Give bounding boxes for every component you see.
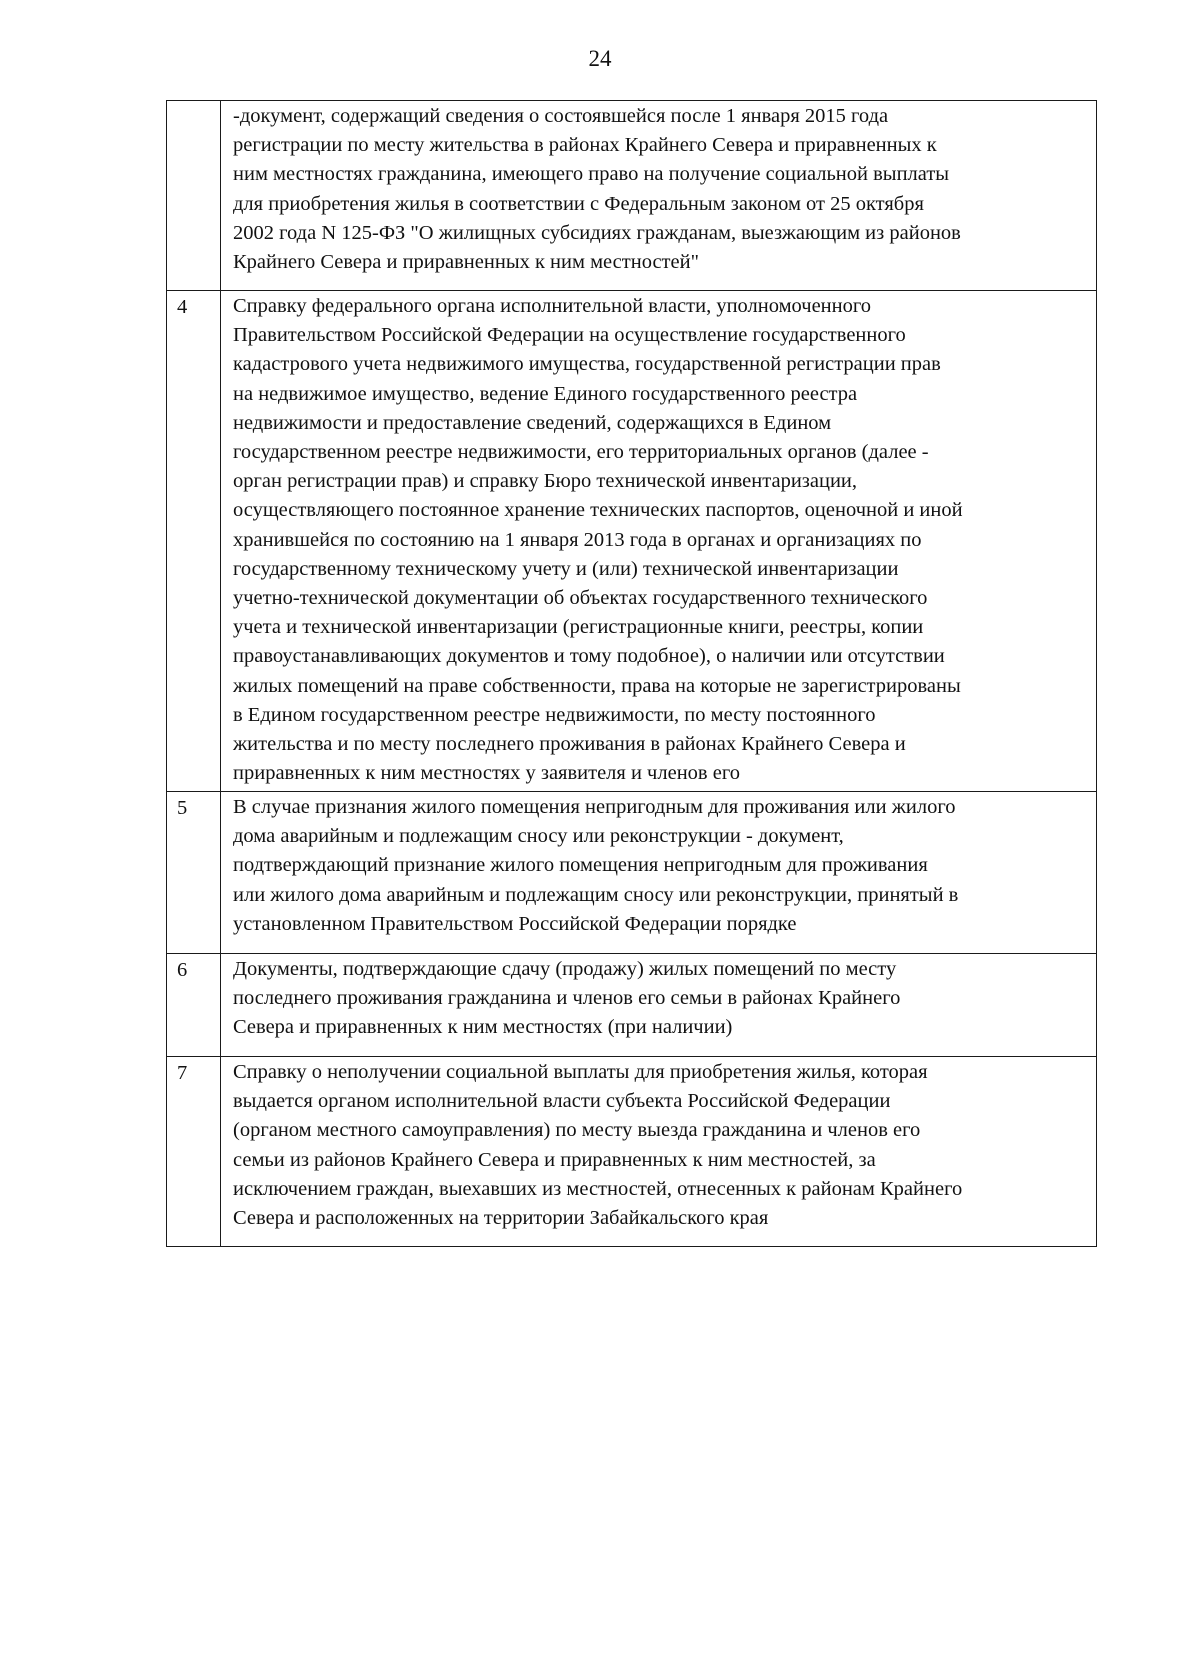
row-text-cell: [221, 792, 1097, 954]
row-text: -документ, содержащий сведения о состоявшейся после 1 января 2015 года регистрации по месту жительства в районах Крайнего Севера и приравненных к ним местностях гражданина, имеющего право на получение социальной выплаты для приобретения жилья в соответствии с Федеральным законом от 25 октября 2002 года N 125-ФЗ "О жилищных субсидиях гражданам, выезжающим из районов Крайнего Севера и приравненных к ним местностей": [233, 105, 961, 274]
table-row: [167, 954, 1097, 1057]
row-text: В случае признания жилого помещения непригодным для проживания или жилого дома аварийным и подлежащим сносу или реконструкции - документ, подтверждающий признание жилого помещения непригодным для проживания или жилого дома аварийным и подлежащим сносу или реконструкции, принятый в установленном Правительством Российской Федерации порядке: [233, 796, 959, 935]
document-table: [166, 100, 1097, 1247]
row-number: 7: [167, 1057, 221, 1247]
row-number: [167, 101, 221, 291]
row-text: Справку о неполучении социальной выплаты для приобретения жилья, которая выдается органом исполнительной власти субъекта Российской Федерации (органом местного самоуправления) по месту выезда гражданина и членов его семьи из районов Крайнего Севера и приравненных к ним местностей, за исключением граждан, выехавших из местностей, отнесенных к районам Крайнего Севера и расположенных на территории Забайкальского края: [233, 1061, 963, 1230]
row-text-cell: [221, 954, 1097, 1057]
row-number: 6: [167, 954, 221, 1057]
table-row: [167, 101, 1097, 291]
row-text-cell: [221, 1057, 1097, 1247]
row-text: Справку федерального органа исполнительной власти, уполномоченного Правительством Российской Федерации на осуществление государственного кадастрового учета недвижимого имущества, государственной регистрации прав на недвижимое имущество, ведение Единого государственного реестра недвижимости и предоставление сведений, содержащихся в Едином государственном реестре недвижимости, его территориальных органов (далее - орган регистрации прав) и справку Бюро технической инвентаризации, осуществляющего постоянное хранение технических паспортов, оценочной и иной хранившейся по состоянию на 1 января 2013 года в органах и организациях по государственному техническому учету и (или) технической инвентаризации учетно-технической документации об объектах государственного технического учета и технической инвентаризации (регистрационные книги, реестры, копии правоустанавливающих документов и тому подобное), о наличии или отсутствии жилых помещений на праве собственности, права на которые не зарегистрированы в Едином государственном реестре недвижимости, по месту постоянного жительства и по месту последнего проживания в районах Крайнего Севера и приравненных к ним местностях у заявителя и членов его: [233, 295, 963, 785]
table-row: [167, 291, 1097, 792]
table-row: [167, 1057, 1097, 1247]
row-text-cell: [221, 291, 1097, 792]
row-text: Документы, подтверждающие сдачу (продажу) жилых помещений по месту последнего проживания гражданина и членов его семьи в районах Крайнего Севера и приравненных к ним местностях (при наличии): [233, 958, 901, 1039]
page-number: 24: [588, 46, 612, 71]
row-number: 4: [167, 291, 221, 792]
table-row: [167, 792, 1097, 954]
row-text-cell: [221, 101, 1097, 291]
row-number: 5: [167, 792, 221, 954]
